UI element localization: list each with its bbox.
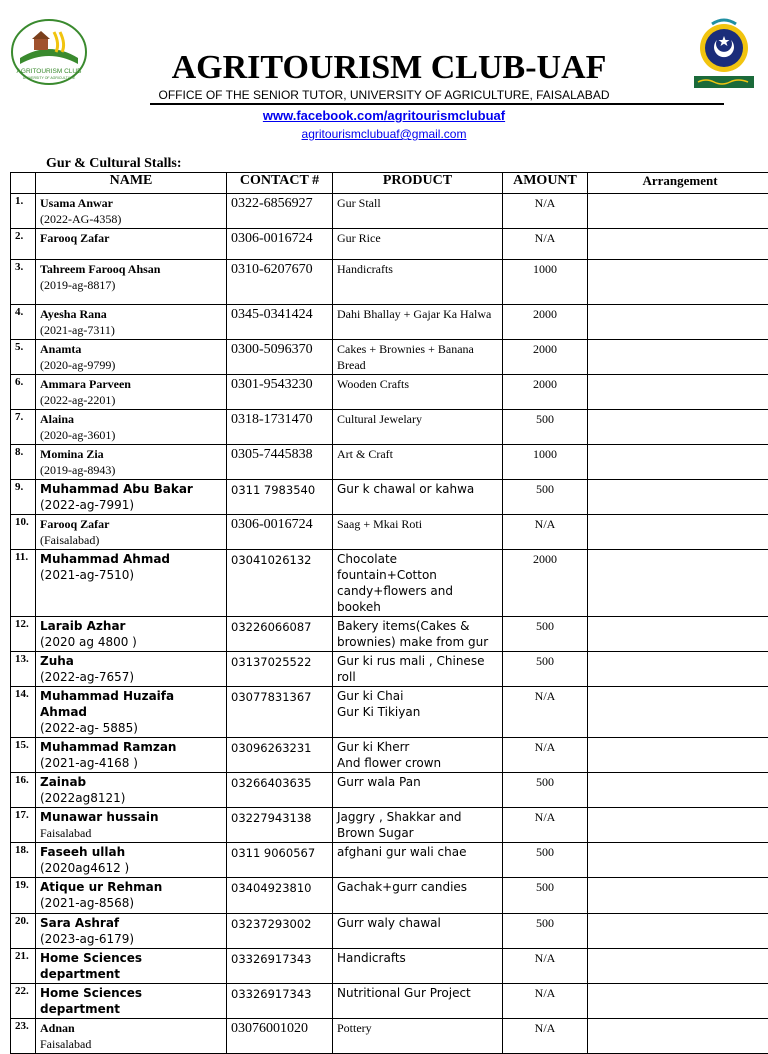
stall-owner-name: Faseeh ullah: [40, 844, 222, 860]
table-header-row: [11, 173, 768, 194]
stall-owner-name: Momina Zia: [40, 446, 222, 462]
name-cell: [36, 375, 227, 410]
arrangement-cell: [588, 687, 768, 738]
product-cell: [333, 305, 503, 340]
product-text: Art & Craft: [337, 446, 498, 462]
amount-cell: 500: [503, 617, 588, 652]
stall-owner-id: (2021-ag-7311): [40, 322, 222, 338]
arrangement-cell: [588, 914, 768, 949]
product-text: Gur ki rus mali , Chinese roll: [337, 653, 498, 685]
name-cell: [36, 687, 227, 738]
table-row: [11, 808, 768, 843]
product-text: Cakes + Brownies + Banana Bread: [337, 341, 498, 373]
name-cell: [36, 652, 227, 687]
name-header: NAME: [36, 173, 227, 194]
name-cell: [36, 984, 227, 1019]
name-cell: [36, 878, 227, 914]
stall-owner-name: Muhammad Ramzan: [40, 739, 222, 755]
stall-owner-name: Usama Anwar: [40, 195, 222, 211]
amount-cell: 500: [503, 773, 588, 808]
name-cell: [36, 773, 227, 808]
stall-owner-id: (2020 ag 4800 ): [40, 634, 222, 650]
name-cell: [36, 410, 227, 445]
contact-cell: 0322-6856927: [227, 194, 333, 229]
contact-cell: 03237293002: [227, 914, 333, 949]
product-text: Gachak+gurr candies: [337, 879, 498, 895]
arrangement-cell: [588, 515, 768, 550]
stall-owner-id: (Faisalabad): [40, 532, 222, 548]
contact-cell: 03266403635: [227, 773, 333, 808]
serial-number: 9.: [11, 480, 36, 515]
table-row: [11, 878, 768, 914]
name-cell: [36, 260, 227, 305]
product-text: Saag + Mkai Roti: [337, 516, 498, 532]
contact-cell: 0301-9543230: [227, 375, 333, 410]
product-text: Jaggry , Shakkar and Brown Sugar: [337, 809, 498, 841]
table-row: [11, 773, 768, 808]
table-row: [11, 515, 768, 550]
product-text: Handicrafts: [337, 950, 498, 966]
product-cell: [333, 808, 503, 843]
stall-owner-name: Farooq Zafar: [40, 230, 222, 246]
serial-number: 5.: [11, 340, 36, 375]
amount-cell: 500: [503, 652, 588, 687]
product-cell: [333, 375, 503, 410]
stall-owner-name: Home Sciences department: [40, 950, 222, 982]
product-text: Wooden Crafts: [337, 376, 498, 392]
contact-cell: 0318-1731470: [227, 410, 333, 445]
table-row: [11, 445, 768, 480]
arrangement-cell: [588, 340, 768, 375]
name-cell: [36, 194, 227, 229]
email-link[interactable]: agritourismclubuaf@gmail.com: [0, 126, 768, 142]
name-cell: [36, 617, 227, 652]
stall-owner-id: (2022-ag-2201): [40, 392, 222, 408]
office-subtitle: OFFICE OF THE SENIOR TUTOR, UNIVERSITY OF AGRICULTURE, FAISALABAD: [0, 87, 768, 103]
serial-number: 3.: [11, 260, 36, 305]
name-cell: [36, 949, 227, 984]
amount-cell: N/A: [503, 1019, 588, 1054]
product-cell: [333, 480, 503, 515]
arrangement-cell: [588, 375, 768, 410]
contact-header: CONTACT #: [227, 173, 333, 194]
arrangement-cell: [588, 773, 768, 808]
serial-number: 6.: [11, 375, 36, 410]
amount-cell: 500: [503, 878, 588, 914]
contact-cell: 0311 7983540: [227, 480, 333, 515]
stall-owner-name: Farooq Zafar: [40, 516, 222, 532]
table-row: [11, 194, 768, 229]
serial-number: 1.: [11, 194, 36, 229]
table-row: [11, 843, 768, 878]
serial-number: 11.: [11, 550, 36, 617]
stall-owner-name: Laraib Azhar: [40, 618, 222, 634]
serial-number: 10.: [11, 515, 36, 550]
amount-cell: 2000: [503, 305, 588, 340]
stall-owner-name: Muhammad Abu Bakar: [40, 481, 222, 497]
product-cell: [333, 652, 503, 687]
sn-header: [11, 173, 36, 194]
serial-number: 4.: [11, 305, 36, 340]
logo-left-subtext: UNIVERSITY OF AGRICULTURE: [23, 76, 76, 80]
name-cell: [36, 550, 227, 617]
stall-owner-id: Faisalabad: [40, 825, 222, 841]
product-cell: [333, 984, 503, 1019]
table-row: [11, 914, 768, 949]
arrangement-cell: [588, 843, 768, 878]
serial-number: 15.: [11, 738, 36, 773]
product-cell: [333, 843, 503, 878]
header-divider: [150, 103, 724, 105]
contact-cell: 03077831367: [227, 687, 333, 738]
arrangement-cell: [588, 480, 768, 515]
stall-owner-id: (2019-ag-8817): [40, 277, 222, 293]
product-text: Gur Rice: [337, 230, 498, 246]
amount-cell: N/A: [503, 687, 588, 738]
contact-cell: 0311 9060567: [227, 843, 333, 878]
product-text: Gur Stall: [337, 195, 498, 211]
amount-cell: N/A: [503, 808, 588, 843]
product-cell: [333, 515, 503, 550]
amount-cell: N/A: [503, 515, 588, 550]
contact-cell: 03041026132: [227, 550, 333, 617]
stall-owner-name: Home Sciences department: [40, 985, 222, 1017]
stall-owner-name: Ammara Parveen: [40, 376, 222, 392]
table-row: [11, 652, 768, 687]
contact-cell: 03326917343: [227, 949, 333, 984]
product-text: Dahi Bhallay + Gajar Ka Halwa: [337, 306, 498, 322]
contact-cell: 03226066087: [227, 617, 333, 652]
amount-cell: N/A: [503, 949, 588, 984]
stall-owner-name: Atique ur Rehman: [40, 879, 222, 895]
amount-cell: 1000: [503, 260, 588, 305]
stall-owner-id: (2021-ag-4168 ): [40, 755, 222, 771]
product-text: Gur k chawal or kahwa: [337, 481, 498, 497]
stall-owner-name: Anamta: [40, 341, 222, 357]
name-cell: [36, 229, 227, 260]
name-cell: [36, 808, 227, 843]
amount-cell: 1000: [503, 445, 588, 480]
table-row: [11, 305, 768, 340]
contact-cell: 03404923810: [227, 878, 333, 914]
arrangement-header: Arrangement: [588, 173, 768, 194]
arrangement-cell: [588, 617, 768, 652]
arrangement-cell: [588, 260, 768, 305]
stall-owner-name: Sara Ashraf: [40, 915, 222, 931]
serial-number: 20.: [11, 914, 36, 949]
table-row: [11, 410, 768, 445]
serial-number: 18.: [11, 843, 36, 878]
facebook-link[interactable]: www.facebook.com/agritourismclubuaf: [0, 108, 768, 124]
arrangement-cell: [588, 949, 768, 984]
product-cell: [333, 878, 503, 914]
product-text: afghani gur wali chae: [337, 844, 498, 860]
stall-owner-name: Munawar hussain: [40, 809, 222, 825]
product-cell: [333, 949, 503, 984]
product-text: Gur ki Chai: [337, 688, 498, 704]
logo-left-text: AGRITOURISM CLUB: [17, 68, 82, 75]
amount-cell: N/A: [503, 738, 588, 773]
product-text: Bakery items(Cakes & brownies) make from gur: [337, 618, 498, 650]
amount-cell: 500: [503, 914, 588, 949]
product-cell: [333, 617, 503, 652]
serial-number: 16.: [11, 773, 36, 808]
stall-owner-id: (2020-ag-9799): [40, 357, 222, 373]
arrangement-cell: [588, 229, 768, 260]
table-row: [11, 340, 768, 375]
stall-owner-id: (2022-ag-7657): [40, 669, 222, 685]
stall-owner-id: (2022-ag-7991): [40, 497, 222, 513]
stalls-table: [10, 172, 768, 1054]
serial-number: 17.: [11, 808, 36, 843]
name-cell: [36, 480, 227, 515]
product-text: Nutritional Gur Project: [337, 985, 498, 1001]
table-row: [11, 550, 768, 617]
stall-owner-name: Ayesha Rana: [40, 306, 222, 322]
product-cell: [333, 229, 503, 260]
contact-cell: 0345-0341424: [227, 305, 333, 340]
stall-owner-id: (2020ag4612 ): [40, 860, 222, 876]
contact-cell: 0306-0016724: [227, 229, 333, 260]
table-row: [11, 738, 768, 773]
serial-number: 2.: [11, 229, 36, 260]
stall-owner-name: Muhammad Huzaifa Ahmad: [40, 688, 222, 720]
contact-cell: 03137025522: [227, 652, 333, 687]
contact-cell: 03096263231: [227, 738, 333, 773]
stall-owner-id: (2020-ag-3601): [40, 427, 222, 443]
stall-owner-id: (2019-ag-8943): [40, 462, 222, 478]
arrangement-cell: [588, 445, 768, 480]
product-text-2: Gur Ki Tikiyan: [337, 704, 498, 720]
table-row: [11, 949, 768, 984]
amount-cell: 2000: [503, 550, 588, 617]
serial-number: 13.: [11, 652, 36, 687]
product-header: PRODUCT: [333, 173, 503, 194]
table-row: [11, 984, 768, 1019]
serial-number: 19.: [11, 878, 36, 914]
product-cell: [333, 914, 503, 949]
arrangement-cell: [588, 194, 768, 229]
table-row: [11, 617, 768, 652]
product-text: Gur ki Kherr: [337, 739, 498, 755]
amount-cell: N/A: [503, 984, 588, 1019]
name-cell: [36, 340, 227, 375]
amount-cell: 2000: [503, 375, 588, 410]
stall-owner-id: (2022ag8121): [40, 790, 222, 806]
serial-number: 12.: [11, 617, 36, 652]
contact-cell: 0306-0016724: [227, 515, 333, 550]
page-title: AGRITOURISM CLUB-UAF: [0, 48, 768, 88]
product-text: Pottery: [337, 1020, 498, 1036]
amount-cell: 2000: [503, 340, 588, 375]
arrangement-cell: [588, 305, 768, 340]
product-text-2: And flower crown: [337, 755, 498, 771]
product-cell: [333, 340, 503, 375]
stall-owner-name: Zuha: [40, 653, 222, 669]
serial-number: 14.: [11, 687, 36, 738]
product-cell: [333, 773, 503, 808]
serial-number: 23.: [11, 1019, 36, 1054]
name-cell: [36, 914, 227, 949]
name-cell: [36, 305, 227, 340]
contact-cell: 03227943138: [227, 808, 333, 843]
arrangement-cell: [588, 878, 768, 914]
serial-number: 8.: [11, 445, 36, 480]
product-cell: [333, 410, 503, 445]
stall-owner-id: (2023-ag-6179): [40, 931, 222, 947]
contact-cell: 0310-6207670: [227, 260, 333, 305]
product-cell: [333, 687, 503, 738]
product-text: Cultural Jewelary: [337, 411, 498, 427]
amount-cell: N/A: [503, 194, 588, 229]
name-cell: [36, 738, 227, 773]
stall-owner-name: Adnan: [40, 1020, 222, 1036]
name-cell: [36, 843, 227, 878]
amount-header: AMOUNT: [503, 173, 588, 194]
section-title: Gur & Cultural Stalls:: [46, 155, 181, 173]
arrangement-cell: [588, 738, 768, 773]
arrangement-cell: [588, 550, 768, 617]
amount-cell: 500: [503, 410, 588, 445]
amount-cell: 500: [503, 843, 588, 878]
arrangement-cell: [588, 984, 768, 1019]
arrangement-cell: [588, 808, 768, 843]
table-row: [11, 687, 768, 738]
table-row: [11, 229, 768, 260]
stall-owner-id: Faisalabad: [40, 1036, 222, 1052]
serial-number: 22.: [11, 984, 36, 1019]
contact-cell: 03326917343: [227, 984, 333, 1019]
name-cell: [36, 515, 227, 550]
product-cell: [333, 194, 503, 229]
table-row: [11, 480, 768, 515]
product-text: Gurr waly chawal: [337, 915, 498, 931]
table-row: [11, 260, 768, 305]
table-row: [11, 375, 768, 410]
serial-number: 21.: [11, 949, 36, 984]
product-text: Chocolate fountain+Cotton candy+flowers and bookeh: [337, 551, 498, 615]
arrangement-cell: [588, 652, 768, 687]
product-text: Handicrafts: [337, 261, 498, 277]
stall-owner-id: (2022-AG-4358): [40, 211, 222, 227]
contact-cell: 03076001020: [227, 1019, 333, 1054]
serial-number: 7.: [11, 410, 36, 445]
product-cell: [333, 260, 503, 305]
stall-owner-id: (2022-ag- 5885): [40, 720, 222, 736]
stall-owner-name: Zainab: [40, 774, 222, 790]
stall-owner-id: (2021-ag-7510): [40, 567, 222, 583]
product-text: Gurr wala Pan: [337, 774, 498, 790]
amount-cell: N/A: [503, 229, 588, 260]
stall-owner-name: Muhammad Ahmad: [40, 551, 222, 567]
amount-cell: 500: [503, 480, 588, 515]
contact-cell: 0300-5096370: [227, 340, 333, 375]
product-cell: [333, 445, 503, 480]
arrangement-cell: [588, 410, 768, 445]
stall-owner-name: Alaina: [40, 411, 222, 427]
product-cell: [333, 550, 503, 617]
stall-owner-name: Tahreem Farooq Ahsan: [40, 261, 222, 277]
name-cell: [36, 445, 227, 480]
contact-cell: 0305-7445838: [227, 445, 333, 480]
product-cell: [333, 738, 503, 773]
stall-owner-id: (2021-ag-8568): [40, 895, 222, 911]
